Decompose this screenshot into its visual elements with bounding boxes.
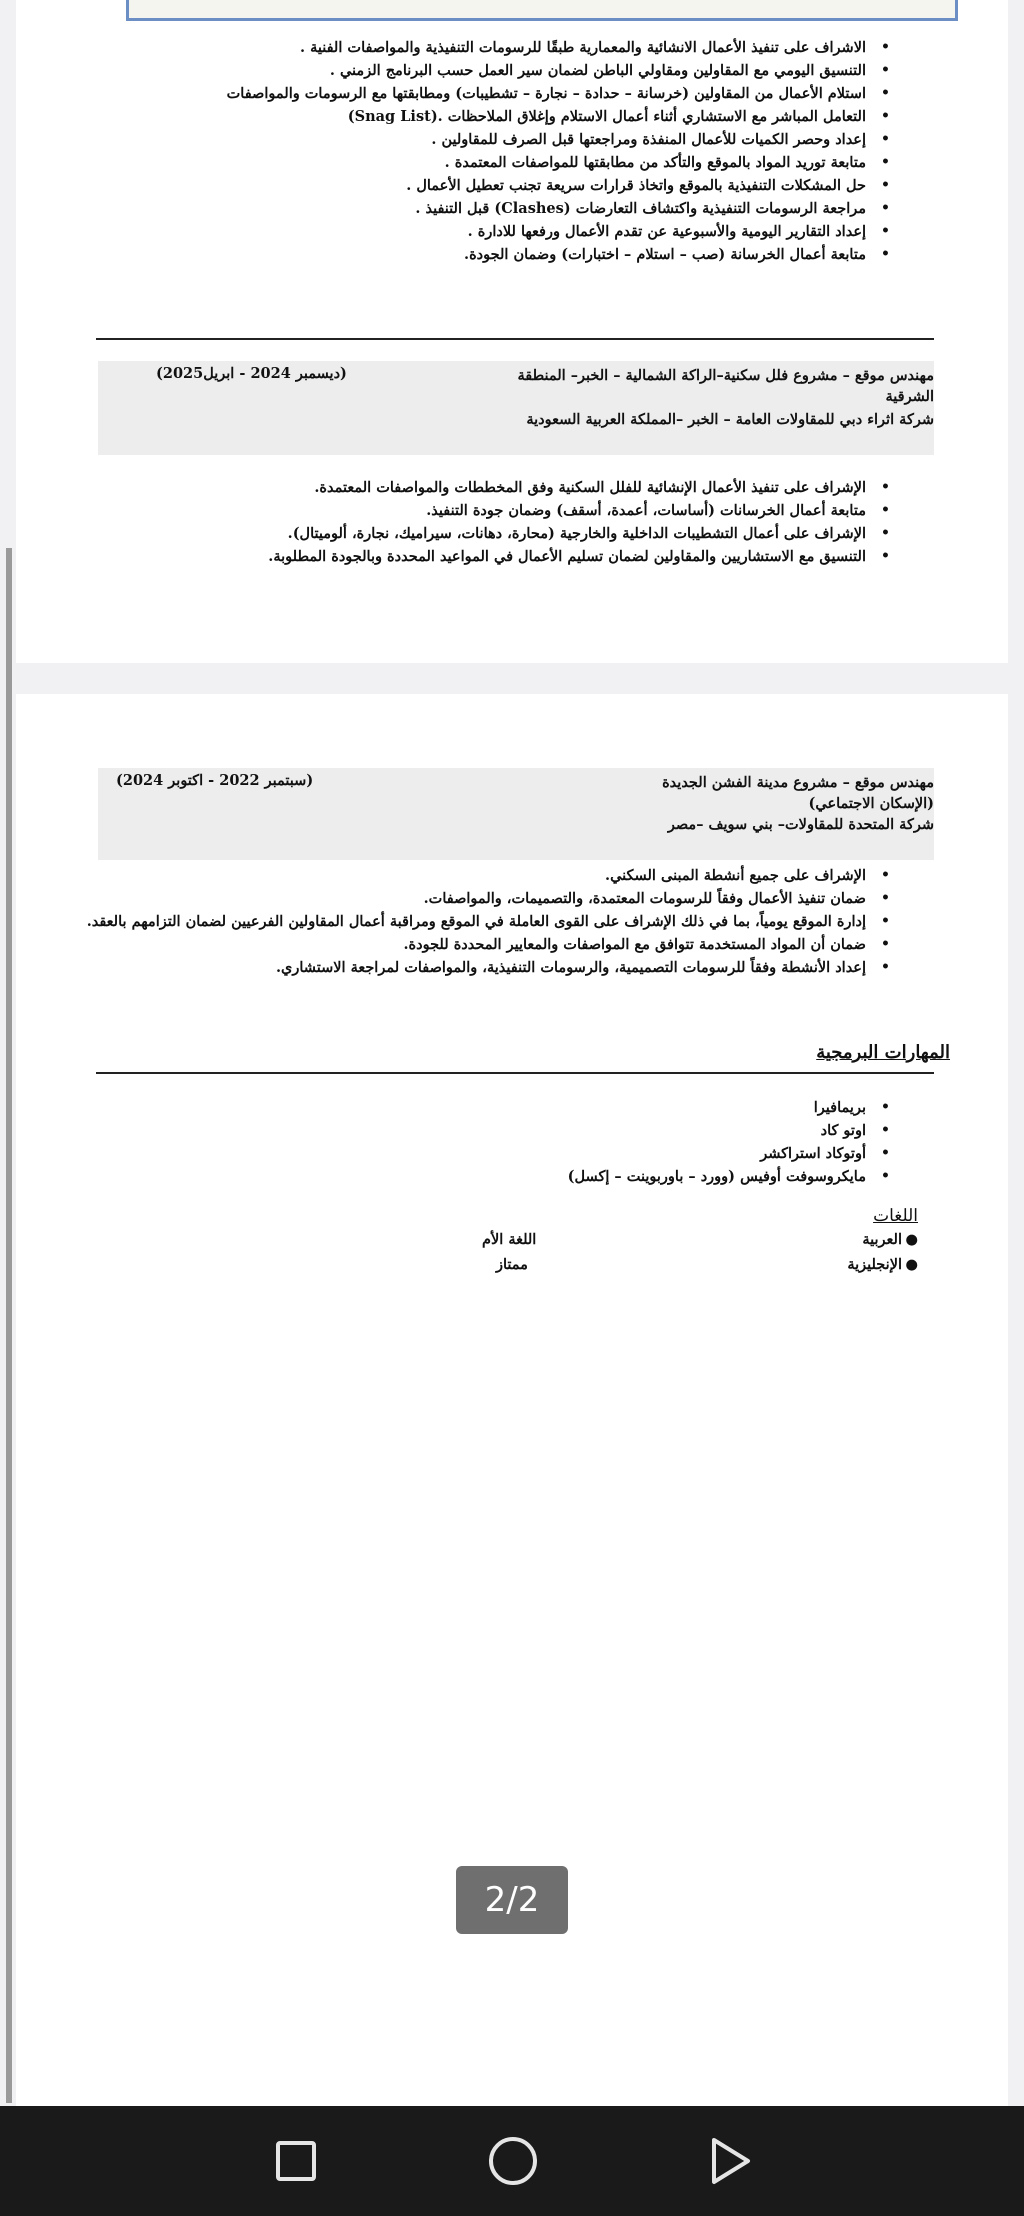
language-name: العربية bbox=[862, 1231, 902, 1248]
list-item: • اوتو كاد bbox=[294, 1119, 894, 1142]
home-button[interactable] bbox=[483, 2131, 543, 2191]
language-row bbox=[482, 1231, 918, 1248]
job-title: مهندس موقع – مشروع مدينة الفشن الجديدة bbox=[662, 774, 934, 791]
language-level: ممتاز bbox=[496, 1256, 528, 1273]
list-item: • أوتوكاد استراكشر bbox=[294, 1142, 894, 1165]
recents-square-icon bbox=[274, 2139, 318, 2183]
job-dates: (سبتمبر 2022 - اكتوبر 2024) bbox=[116, 772, 314, 789]
list-item: • متابعة أعمال الخرسانات (أساسات، أعمدة، أسقف) وضمان جودة التنفيذ. bbox=[134, 499, 894, 522]
page-indicator: 2/2 bbox=[456, 1866, 568, 1934]
language-row bbox=[482, 1256, 918, 1273]
list-item: • الاشراف على تنفيذ الأعمال الانشائية والمعمارية طبقًا للرسومات التنفيذية والمواصفات الفنية . bbox=[134, 36, 894, 59]
company-name: شركة المتحدة للمقاولات– بني سويف –مصر bbox=[667, 816, 934, 833]
languages-heading: اللغات bbox=[873, 1206, 918, 1226]
navigation-bar bbox=[0, 2106, 1024, 2216]
list-item: • مايكروسوفت أوفيس (وورد – باوربوينت – إكسل) bbox=[294, 1165, 894, 1188]
bullet-dot: ● bbox=[905, 1231, 918, 1248]
list-item: • إعداد وحصر الكميات للأعمال المنفذة ومراجعتها قبل الصرف للمقاولين . bbox=[134, 128, 894, 151]
job-title: مهندس موقع – مشروع فلل سكنية–الراكة الشمالية – الخبر– المنطقة الشرقية bbox=[517, 367, 934, 405]
list-item: • ضمان تنفيذ الأعمال وفقاً للرسومات المعتمدة، والتصميمات، والمواصفات. bbox=[84, 887, 894, 910]
language-name: الإنجليزية bbox=[847, 1256, 902, 1273]
section-divider bbox=[96, 1072, 934, 1074]
responsibilities-list-2 bbox=[134, 476, 894, 568]
responsibilities-list-3 bbox=[84, 864, 894, 979]
job-entry-header bbox=[98, 768, 934, 860]
company-name: شركة اثراء دبي للمقاولات العامة – الخبر –المملكة العربية السعودية bbox=[526, 411, 934, 428]
bullet-dot: ● bbox=[905, 1256, 918, 1273]
list-item: • ضمان أن المواد المستخدمة تتوافق مع المواصفات والمعايير المحددة للجودة. bbox=[84, 933, 894, 956]
list-item: • استلام الأعمال من المقاولين (خرسانة – حدادة – نجارة – تشطيبات) ومطابقتها مع الرسومات والمواصفات bbox=[134, 82, 894, 105]
list-item: • إدارة الموقع يومياً، بما في ذلك الإشراف على القوى العاملة في الموقع ومراقبة أعمال المقاولين الفرعيين لضمان التزامهم بالعقد. bbox=[84, 910, 894, 933]
list-item: • بريمافيرا bbox=[294, 1096, 894, 1119]
list-item: • متابعة توريد المواد بالموقع والتأكد من مطابقتها للمواصفات المعتمدة . bbox=[134, 151, 894, 174]
language-level: اللغة الأم bbox=[482, 1231, 537, 1248]
header-box-edge bbox=[126, 0, 958, 21]
list-item: • مراجعة الرسومات التنفيذية واكتشاف التعارضات (Clashes) قبل التنفيذ . bbox=[134, 197, 894, 220]
list-item: • الإشراف على أعمال التشطيبات الداخلية والخارجية (محارة، دهانات، سيراميك، نجارة، ألوميتال). bbox=[134, 522, 894, 545]
list-item: • الإشراف على جميع أنشطة المبنى السكني. bbox=[84, 864, 894, 887]
list-item: • الإشراف على تنفيذ الأعمال الإنشائية للفلل السكنية وفق المخططات والمواصفات المعتمدة. bbox=[134, 476, 894, 499]
list-item: • إعداد التقارير اليومية والأسبوعية عن تقدم الأعمال ورفعها للادارة . bbox=[134, 220, 894, 243]
back-triangle-icon bbox=[706, 2136, 754, 2186]
home-circle-icon bbox=[487, 2135, 539, 2187]
job-dates: (ديسمبر 2024 - ابريل2025) bbox=[156, 365, 347, 382]
recents-button[interactable] bbox=[266, 2131, 326, 2191]
list-item: • إعداد الأنشطة وفقاً للرسومات التصميمية، والرسومات التنفيذية، والمواصفات لمراجعة الاستشاري. bbox=[84, 956, 894, 979]
back-button[interactable] bbox=[700, 2131, 760, 2191]
list-item: • التنسيق اليومي مع المقاولين ومقاولي الباطن لضمان سير العمل حسب البرنامج الزمني . bbox=[134, 59, 894, 82]
document-page-1 bbox=[16, 0, 1008, 663]
skills-heading: المهارات البرمجية bbox=[816, 1042, 950, 1063]
scroll-track[interactable] bbox=[6, 548, 12, 2103]
job-title-sub: (الإسكان الاجتماعي) bbox=[808, 795, 934, 812]
section-divider bbox=[96, 338, 934, 340]
job-entry-header bbox=[98, 361, 934, 455]
list-item: • حل المشكلات التنفيذية بالموقع واتخاذ قرارات سريعة تجنب تعطيل الأعمال . bbox=[134, 174, 894, 197]
responsibilities-list-1 bbox=[134, 36, 894, 266]
skills-list bbox=[294, 1096, 894, 1188]
list-item: • التنسيق مع الاستشاريين والمقاولين لضمان تسليم الأعمال في المواعيد المحددة وبالجودة المطلوبة. bbox=[134, 545, 894, 568]
list-item: • التعامل المباشر مع الاستشاري أثناء أعمال الاستلام وإغلاق الملاحظات .(Snag List) bbox=[134, 105, 894, 128]
list-item: • متابعة أعمال الخرسانة (صب – استلام – اختبارات) وضمان الجودة. bbox=[134, 243, 894, 266]
